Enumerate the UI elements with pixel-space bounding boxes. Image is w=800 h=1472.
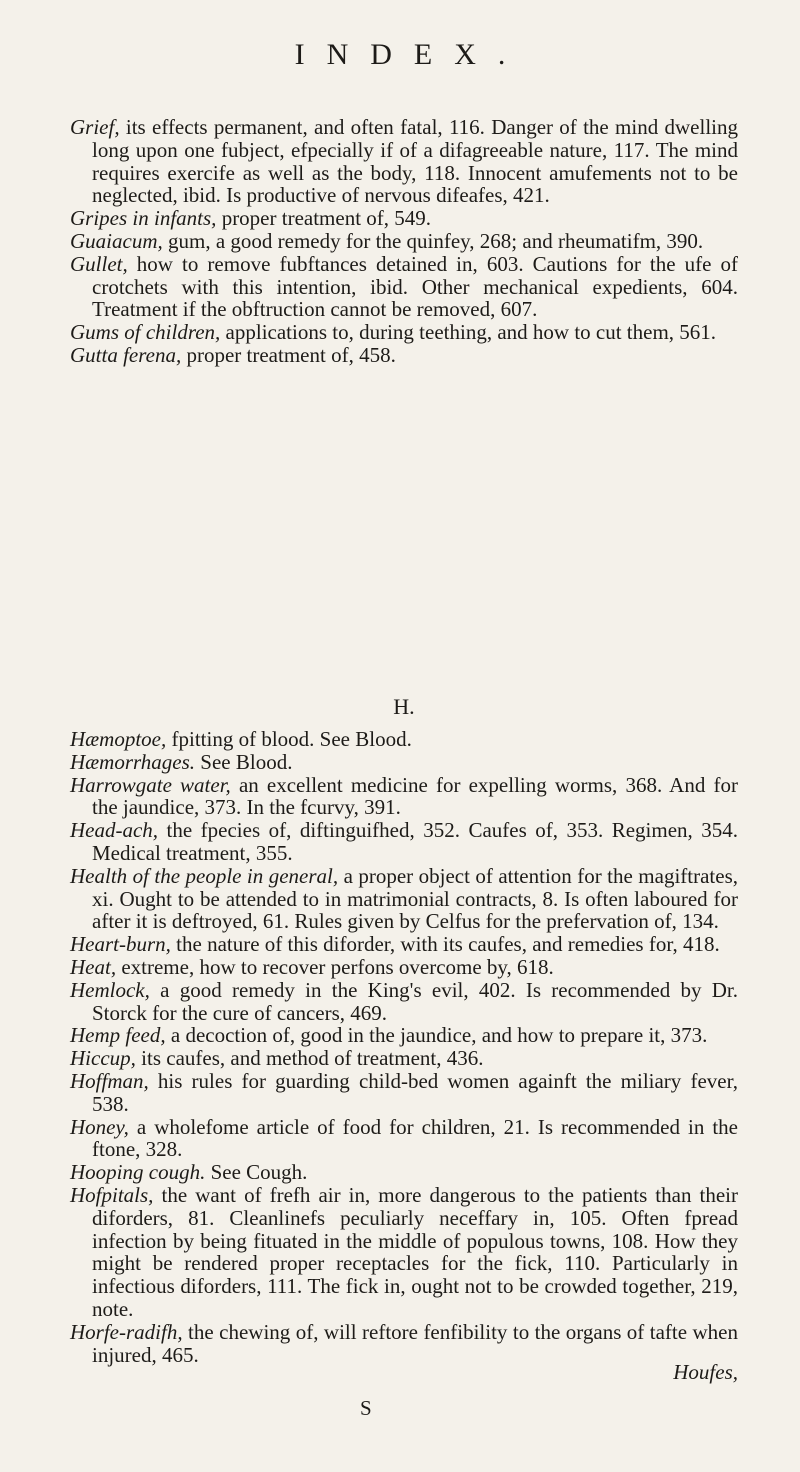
index-entry xyxy=(70,956,738,979)
index-entry xyxy=(70,1184,738,1321)
index-entry xyxy=(70,116,738,207)
signature-mark: S xyxy=(360,1396,372,1420)
index-entry xyxy=(70,774,738,820)
section-g-entries xyxy=(70,116,738,367)
entry-heading: Hæmoptoe, xyxy=(70,727,167,751)
section-letter-h: H. xyxy=(393,694,415,719)
index-entry xyxy=(70,321,738,344)
entry-text: gum, a good remedy for the quinfey, 268; and rheumatifm, 390. xyxy=(162,228,704,253)
entry-heading: Hoffman, xyxy=(70,1068,149,1093)
index-entry xyxy=(70,344,738,367)
entry-heading: Head-ach, xyxy=(70,818,159,843)
entry-text: See Cough. xyxy=(205,1160,308,1185)
index-entry xyxy=(70,1047,738,1070)
entry-heading: Gullet, xyxy=(70,251,128,276)
entry-text: proper treatment of, 458. xyxy=(181,342,396,367)
entry-text: a proper object of attention for the magiftrates, xi. Ought to be attended to in matrimonial contracts, 8. Is often laboured for after it is deftroyed, 61. Rules given by Celfus for the prefervation of, 134. xyxy=(92,863,739,934)
entry-heading: Grief, xyxy=(70,115,120,139)
entry-heading: Health of the people in general, xyxy=(70,863,339,888)
entry-text: his rules for guarding child-bed women againft the miliary fever, 538. xyxy=(92,1068,738,1116)
section-h-entries xyxy=(70,728,738,1366)
index-entry xyxy=(70,230,738,253)
entry-text: See Blood. xyxy=(195,749,293,774)
catchword: Houfes, xyxy=(673,1360,738,1384)
index-entry xyxy=(70,819,738,865)
index-entry xyxy=(70,1321,738,1367)
entry-heading: Honey, xyxy=(70,1114,129,1139)
entry-heading: Hæmorrhages. xyxy=(70,749,196,774)
entry-text: the nature of this diforder, with its caufes, and remedies for, 418. xyxy=(170,932,720,957)
index-entry xyxy=(70,728,738,751)
entry-heading: Gripes in infants, xyxy=(70,206,217,231)
index-entry xyxy=(70,253,738,321)
entry-heading: Guaiacum, xyxy=(70,228,163,253)
entry-text: its caufes, and method of treatment, 436. xyxy=(135,1046,484,1071)
entry-heading: Heart-burn, xyxy=(70,932,171,957)
entry-text: the chewing of, will reftore fenfibility to the organs of tafte when injured, 465. xyxy=(92,1319,738,1367)
entry-text: a decoction of, good in the jaundice, and how to prepare it, 373. xyxy=(165,1023,708,1048)
section-h xyxy=(70,680,738,1366)
index-entry xyxy=(70,1116,738,1162)
index-entry xyxy=(70,1024,738,1047)
entry-text: the fpecies of, diftinguifhed, 352. Caufes of, 353. Regimen, 354. Medical treatment, 355. xyxy=(92,818,738,865)
entry-text: the want of frefh air in, more dangerous to the patients than their diforders, 81. Cleanlinefs peculiarly neceffary in, 105. Often fpread infection by being fituated in the middle of populous towns, 108. How they might be rendered proper receptacles for the fick, 110. Particularly in infectious diforders, 111. The fick in, ought not to be crowded together, 219, note. xyxy=(92,1182,738,1321)
entry-text: how to remove fubftances detained in, 603. Cautions for the ufe of crotchets with this intention, ibid. Other mechanical expedients, 604. Treatment if the obftruction cannot be removed, 607. xyxy=(92,251,738,322)
index-entry xyxy=(70,207,738,230)
entry-text: proper treatment of, 549. xyxy=(216,206,432,231)
entry-heading: Hemlock, xyxy=(70,977,150,1002)
entry-heading: Gutta ferena, xyxy=(70,342,182,367)
entry-heading: Heat, xyxy=(70,954,117,979)
entry-heading: Hooping cough. xyxy=(70,1160,206,1185)
entry-text: extreme, how to recover perfons overcome by, 618. xyxy=(116,954,554,979)
index-entry xyxy=(70,933,738,956)
entry-heading: Hemp feed, xyxy=(70,1023,166,1048)
index-entry xyxy=(70,979,738,1025)
entry-text: a wholefome article of food for children, 21. Is recommended in the ftone, 328. xyxy=(92,1114,738,1162)
index-entry xyxy=(70,1070,738,1116)
entry-heading: Harrowgate water, xyxy=(70,772,231,797)
entry-heading: Horfe-radifh, xyxy=(70,1319,183,1344)
index-entry xyxy=(70,865,738,933)
entry-text: applications to, during teething, and how to cut them, 561. xyxy=(220,320,717,345)
entry-text: a good remedy in the King's evil, 402. Is recommended by Dr. Storck for the cure of cancers, 469. xyxy=(92,977,738,1025)
running-head: INDEX. xyxy=(294,38,528,71)
entry-text: an excellent medicine for expelling worms, 368. And for the jaundice, 373. In the fcurvy, 391. xyxy=(92,772,738,820)
entry-heading: Gums of children, xyxy=(70,320,221,345)
entry-heading: Hofpitals, xyxy=(70,1182,154,1207)
entry-text: its effects permanent, and often fatal, 116. Danger of the mind dwelling long upon one fubject, efpecially if of a difagreeable nature, 117. The mind requires exercife as well as the body, 118. Innocent amufements not to be neglected, ibid. Is productive of nervous difeafes, 421. xyxy=(92,115,738,208)
index-entry xyxy=(70,751,738,774)
entry-text: fpitting of blood. See Blood. xyxy=(166,727,412,751)
entry-heading: Hiccup, xyxy=(70,1046,136,1071)
index-entry xyxy=(70,1161,738,1184)
